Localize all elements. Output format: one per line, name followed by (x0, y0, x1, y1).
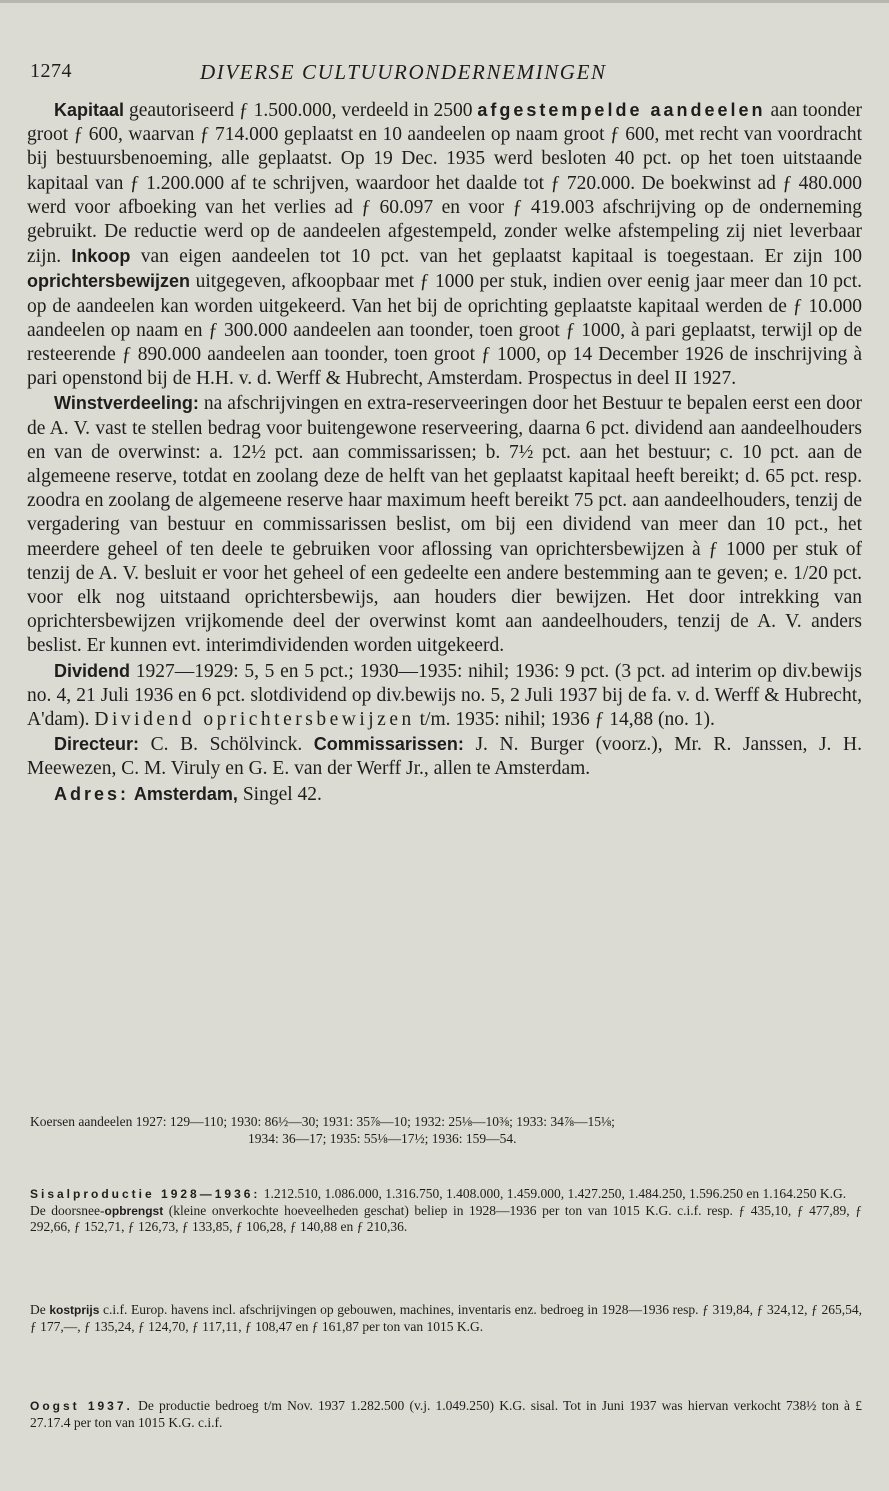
winst-paragraph (27, 391, 862, 658)
sisal-paragraph (30, 1186, 862, 1203)
winst-text: na afschrijvingen en extra-reserveeringen door het Bestuur te bepalen eerst een door de A. V. vast te stellen bedrag voor buitengewone reserveering, daarna 6 pct. dividend aan aandeelhouders en van de overwinst: a. 12½ pct. aan commissarissen; b. 7½ pct. aan het bestuur; c. 10 pct. aan de algemeene reserve, totdat en zoolang deze de helft van het geplaatst kapitaal heeft bereikt; d. 65 pct. resp. zoodra en zoolang de algemeene reserve haar maximum heeft bereikt 75 pct. aan aandeelhouders, tenzij de vergadering van bestuur en commissarissen beslist, om bij een dividend van meer dan 10 pct., het meerdere geheel of ten deele te gebruiken voor aflossing van oprichtersbewijzen à ƒ 1000 per stuk of tenzij de A. V. besluit er voor het geheel of een gedeelte een andere bestemming aan te geven; e. 1/20 pct. voor elk nog uitstaand oprichtersbewijs, aan houders dier bewijzen. Het door intrekking van oprichtersbewijzen vrijkomende deel der overwinst komt aan aandeelhouders, tenzij de A. V. anders beslist. Er kunnen evt. interimdividenden worden uitgekeerd. (27, 393, 862, 657)
koersen-line-2: 1934: 36—17; 1935: 55⅛—17½; 1936: 159—54. (248, 1130, 517, 1146)
directeur-paragraph (27, 732, 862, 781)
directeur-text: C. B. Schölvinck. (139, 734, 314, 756)
sisal-text: 1.212.510, 1.086.000, 1.316.750, 1.408.000, 1.459.000, 1.427.250, 1.484.250, 1.596.250 en 1.164.250 K.G. (260, 1186, 847, 1201)
dividend-text: 1927—1929: 5, 5 en 5 pct.; 1930—1935: nihil; 1936: 9 pct. (3 pct. ad interim op div.bewijs no. 4, 21 Juli 1936 en 6 pct. slotdividend op div.bewijs no. 5, 2 Juli 1937 bij de fa. v. d. Werff & Hubrecht, A'dam). (27, 660, 862, 731)
kapitaal-label: Kapitaal (54, 100, 125, 120)
adres-paragraph (27, 782, 862, 807)
sisal-label: Sisalproductie 1928—1936: (30, 1187, 261, 1201)
oogst-block (30, 1398, 862, 1431)
running-title: DIVERSE CULTUURONDERNEMINGEN (200, 60, 607, 84)
dividend-text-2: t/m. 1935: nihil; 1936 ƒ 14,88 (no. 1). (414, 709, 715, 731)
kapitaal-text-2: aan toonder groot ƒ 600, waarvan ƒ 714.000 geplaatst en 10 aandeelen op naam groot ƒ 600, met recht van voordracht bij bestuursbenoeming, alle geplaatst. Op 19 Dec. 1935 werd besloten 40 pct. op het toen uitstaande kapitaal van ƒ 1.200.000 af te schrijven, waardoor het daalde tot ƒ 720.000. De boekwinst ad ƒ 480.000 werd voor afboeking van het verlies ad ƒ 60.097 en voor ƒ 419.003 afschrijving op de onderneming gebruikt. De reductie werd op de aandeelen afgestempeld, zonder welke afstempeling zij niet leverbaar zijn. (27, 100, 863, 268)
koersen-line-1: Koersen aandeelen 1927: 129—110; 1930: 86½—30; 1931: 35⅞—10; 1932: 25⅛—10⅜; 1933: 34⅞—15⅛; (30, 1114, 615, 1129)
commissarissen-label: Commissarissen: (313, 734, 464, 755)
oogst-paragraph (30, 1398, 862, 1431)
oogst-text: De productie bedroeg t/m Nov. 1937 1.282.500 (v.j. 1.049.250) K.G. sisal. Tot in Juni 1937 was hiervan verkocht 738½ ton à £ 27.17.4 per ton van 1015 K.G. c.i.f. (30, 1398, 862, 1430)
directeur-text-2: J. N. Burger (voorz.), Mr. R. Janssen, J. H. Meewezen, C. M. Viruly en G. E. van der Werff Jr., allen te Amsterdam. (27, 734, 862, 780)
kostprijs-paragraph (30, 1302, 862, 1335)
kapitaal-text-1: geautoriseerd ƒ 1.500.000, verdeeld in 2500 (128, 100, 478, 121)
kostprijs-text-b: c.i.f. Europ. havens incl. afschrijvingen op gebouwen, machines, inventaris enz. bedroeg in 1928—1936 resp. ƒ 319,84, ƒ 324,12, ƒ 265,54, ƒ 177,—, ƒ 135,24, ƒ 124,70, ƒ 117,11, ƒ 108,47 en ƒ 161,87 per ton van 1015 K.G. (30, 1302, 863, 1334)
adres-label: Adres: (54, 783, 130, 804)
kapitaal-text-3: van eigen aandeelen tot 10 pct. van het geplaatst kapitaal is toegestaan. Er zijn 100 (130, 246, 862, 268)
kostprijs-text-a: De (30, 1302, 50, 1317)
opbrengst-text-a: De doorsnee- (30, 1202, 105, 1218)
page-header (30, 60, 859, 90)
kapitaal-spaced: afgestempelde aandeelen (477, 100, 766, 120)
koersen-block (30, 1114, 862, 1147)
oogst-label: Oogst 1937. (30, 1399, 133, 1413)
kostprijs-block (30, 1302, 862, 1335)
opbrengst-text-b: (kleine onverkochte hoeveelheden geschat) beliep in 1928—1936 per ton van 1015 K.G. c.i.f. resp. ƒ 435,10, ƒ 477,89, ƒ 292,66, ƒ 152,71, ƒ 126,73, ƒ 133,85, ƒ 106,28, ƒ 140,88 en ƒ 210,36. (30, 1202, 862, 1235)
kapitaal-paragraph (27, 98, 862, 391)
dividend-spaced: Dividend oprichtersbewijzen (94, 709, 415, 731)
opbrengst-paragraph (30, 1203, 862, 1236)
top-border (0, 0, 889, 3)
main-text (27, 98, 862, 807)
oprichters-label: oprichtersbewijzen (27, 271, 191, 292)
adres-text: Singel 42. (237, 783, 322, 805)
opbrengst-label: opbrengst (104, 1203, 164, 1218)
inkoop-label: Inkoop (71, 246, 131, 267)
kostprijs-label: kostprijs (49, 1303, 100, 1317)
kapitaal-text-4: uitgegeven, afkoopbaar met ƒ 1000 per stuk, indien over eenig jaar meer dan 10 pct. op de aandeelen kan worden uitgekeerd. Van het bij de oprichting geplaatste kapitaal werden de ƒ 10.000 aandeelen op naam en ƒ 300.000 aandeelen aan toonder, toen groot ƒ 1000, à pari geplaatst, terwijl op de resteerende ƒ 890.000 aandeelen aan toonder, toen groot ƒ 1000, op 14 December 1926 de inschrijving à pari openstond bij de H.H. v. d. Werff & Hubrecht, Amsterdam. Prospectus in deel II 1927. (27, 271, 862, 390)
page-number: 1274 (30, 60, 72, 82)
dividend-paragraph (27, 659, 862, 733)
sisal-block (30, 1186, 862, 1236)
adres-place: Amsterdam, (133, 783, 238, 804)
dividend-label: Dividend (54, 660, 131, 681)
winst-label: Winstverdeeling: (54, 393, 199, 414)
directeur-label: Directeur: (54, 734, 140, 755)
